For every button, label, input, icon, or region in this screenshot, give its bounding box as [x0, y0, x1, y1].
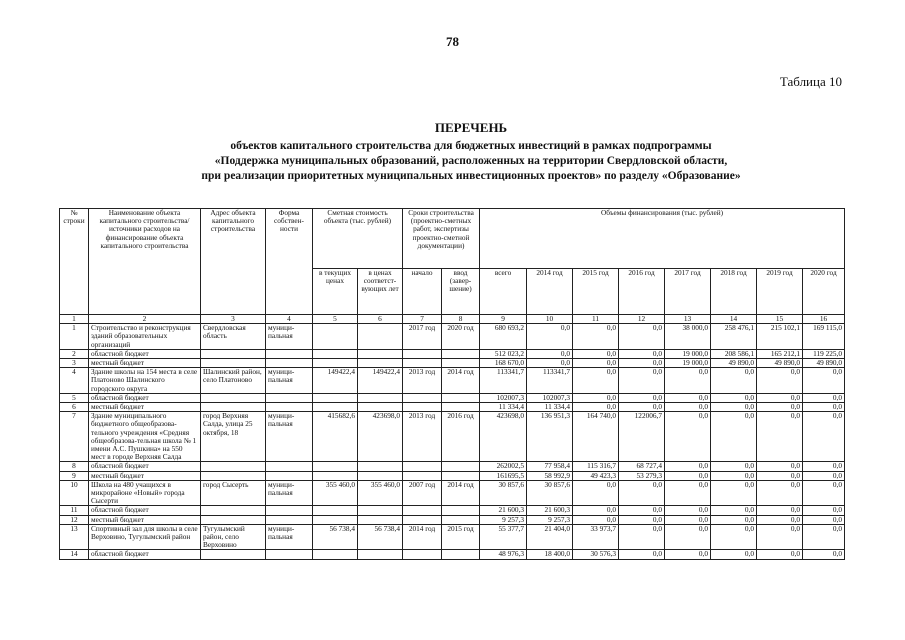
table-cell [358, 349, 403, 358]
table-cell [442, 349, 480, 358]
table-cell [266, 349, 313, 358]
table-row [60, 368, 845, 394]
table-cell: 208 586,1 [711, 349, 757, 358]
table-cell: 19 000,0 [665, 359, 711, 368]
table-row [60, 349, 845, 358]
table-cell: 2020 год [442, 324, 480, 350]
table-cell: 136 951,3 [527, 412, 573, 462]
table-cell: 512 023,2 [480, 349, 527, 358]
header-year: 2018 год [711, 269, 757, 315]
table-cell: 0,0 [803, 524, 845, 550]
table-cell: 0,0 [665, 524, 711, 550]
table-cell: 0,0 [573, 393, 619, 402]
table-cell: 56 738,4 [313, 524, 358, 550]
row-number-cell: 14 [60, 550, 89, 559]
header-year: 2017 год [665, 269, 711, 315]
table-row [60, 359, 845, 368]
header-object-name: Наименование объекта капитального строительства/ источники расходов на финансирование объекта капитального строительства [89, 209, 201, 315]
table-cell: 48 976,3 [480, 550, 527, 559]
table-cell: 30 857,6 [527, 480, 573, 506]
table-cell: 0,0 [665, 515, 711, 524]
table-cell [313, 403, 358, 412]
table-cell [358, 515, 403, 524]
table-cell: муници-пальная [266, 524, 313, 550]
table-cell [403, 515, 442, 524]
row-number-cell: 2 [60, 349, 89, 358]
table-cell: 2014 год [442, 480, 480, 506]
table-cell: 149422,4 [313, 368, 358, 394]
table-row [60, 524, 845, 550]
table-row [60, 324, 845, 350]
table-cell [266, 471, 313, 480]
table-cell [266, 515, 313, 524]
header-financing-volumes: Объемы финансирования (тыс. рублей) [480, 209, 845, 269]
table-cell [313, 506, 358, 515]
table-cell [313, 471, 358, 480]
table-row [60, 515, 845, 524]
row-number-cell: 12 [60, 515, 89, 524]
column-number: 7 [403, 315, 442, 324]
table-cell [313, 550, 358, 559]
table-cell [403, 359, 442, 368]
title-heading: ПЕРЕЧЕНЬ [434, 120, 508, 135]
row-number-cell: 1 [60, 324, 89, 350]
table-cell: 2007 год [403, 480, 442, 506]
column-number: 14 [711, 315, 757, 324]
column-number: 5 [313, 315, 358, 324]
table-cell: 0,0 [711, 515, 757, 524]
table-cell: 2015 год [442, 524, 480, 550]
table-cell: 161695,5 [480, 471, 527, 480]
column-number: 12 [619, 315, 665, 324]
object-name-cell: местный бюджет [89, 471, 201, 480]
table-cell [358, 359, 403, 368]
table-cell: 0,0 [803, 506, 845, 515]
table-cell: 49 423,3 [573, 471, 619, 480]
header-term-start: начало [403, 269, 442, 315]
table-cell: 122006,7 [619, 412, 665, 462]
table-cell: 0,0 [527, 324, 573, 350]
table-cell: Тугулымский район, село Верховино [201, 524, 266, 550]
table-cell: 2014 год [442, 368, 480, 394]
header-cost-matching: в ценах соответст-вующих лет [358, 269, 403, 315]
table-cell: 0,0 [757, 550, 803, 559]
table-cell [201, 393, 266, 402]
table-cell: 0,0 [619, 393, 665, 402]
column-number: 2 [89, 315, 201, 324]
table-cell: муници-пальная [266, 412, 313, 462]
object-name-cell: областной бюджет [89, 349, 201, 358]
table-cell [201, 471, 266, 480]
table-cell: 30 576,3 [573, 550, 619, 559]
table-cell: 58 992,9 [527, 471, 573, 480]
table-cell [313, 515, 358, 524]
table-cell: 19 000,0 [665, 349, 711, 358]
table-cell: 0,0 [665, 412, 711, 462]
table-cell: 0,0 [573, 480, 619, 506]
table-cell: 102007,3 [480, 393, 527, 402]
table-cell: 56 738,4 [358, 524, 403, 550]
table-cell: 11 334,4 [480, 403, 527, 412]
table-cell: 168 670,0 [480, 359, 527, 368]
row-number-cell: 10 [60, 480, 89, 506]
column-number-row [60, 315, 845, 324]
column-number: 15 [757, 315, 803, 324]
table-cell: 49 890,0 [711, 359, 757, 368]
table-cell [313, 393, 358, 402]
column-number: 9 [480, 315, 527, 324]
object-name-cell: местный бюджет [89, 359, 201, 368]
object-name-cell: Спортивный зал для школы в селе Верховино, Тугулымский район [89, 524, 201, 550]
table-row [60, 412, 845, 462]
row-number-cell: 4 [60, 368, 89, 394]
table-cell: 423698,0 [358, 412, 403, 462]
table-cell: 0,0 [757, 515, 803, 524]
table-cell [266, 359, 313, 368]
header-year: 2014 год [527, 269, 573, 315]
table-cell: 0,0 [619, 349, 665, 358]
table-cell: 102007,3 [527, 393, 573, 402]
column-number: 4 [266, 315, 313, 324]
table-cell [201, 462, 266, 471]
table-cell: 119 225,0 [803, 349, 845, 358]
document-title [0, 120, 905, 184]
table-cell [358, 393, 403, 402]
table-cell: 2013 год [403, 412, 442, 462]
column-number: 11 [573, 315, 619, 324]
table-cell [358, 324, 403, 350]
table-cell: 38 000,0 [665, 324, 711, 350]
table-cell: 113341,7 [527, 368, 573, 394]
table-cell: 0,0 [711, 393, 757, 402]
object-name-cell: местный бюджет [89, 515, 201, 524]
header-total: всего [480, 269, 527, 315]
table-cell: 0,0 [619, 324, 665, 350]
table-cell: 0,0 [803, 393, 845, 402]
table-cell: 2014 год [403, 524, 442, 550]
table-cell: 9 257,3 [480, 515, 527, 524]
column-number: 10 [527, 315, 573, 324]
table-cell: 11 334,4 [527, 403, 573, 412]
table-cell [201, 515, 266, 524]
table-cell: 21 404,0 [527, 524, 573, 550]
table-cell: 115 316,7 [573, 462, 619, 471]
header-address: Адрес объекта капитального строительства [201, 209, 266, 315]
column-number: 13 [665, 315, 711, 324]
table-cell: 0,0 [665, 368, 711, 394]
table-cell: 0,0 [619, 403, 665, 412]
table-cell: 0,0 [803, 515, 845, 524]
table-cell: 0,0 [527, 349, 573, 358]
table-cell: 0,0 [711, 412, 757, 462]
table-cell: 0,0 [619, 368, 665, 394]
table-cell [403, 462, 442, 471]
table-cell [358, 506, 403, 515]
table-cell: 0,0 [619, 524, 665, 550]
table-cell: 0,0 [803, 550, 845, 559]
table-cell [442, 550, 480, 559]
table-cell [358, 550, 403, 559]
table-cell [358, 462, 403, 471]
table-cell: 0,0 [711, 471, 757, 480]
row-number-cell: 3 [60, 359, 89, 368]
table-cell [442, 471, 480, 480]
table-cell: 0,0 [619, 359, 665, 368]
header-year: 2016 год [619, 269, 665, 315]
table-cell: 0,0 [573, 324, 619, 350]
table-cell: 169 115,0 [803, 324, 845, 350]
column-number: 6 [358, 315, 403, 324]
table-cell: 680 693,2 [480, 324, 527, 350]
table-cell: 0,0 [573, 349, 619, 358]
object-name-cell: областной бюджет [89, 550, 201, 559]
row-number-cell: 11 [60, 506, 89, 515]
title-line: при реализации приоритетных муниципальных инвестиционных проектов» по разделу «Образование» [201, 170, 741, 182]
table-cell [442, 359, 480, 368]
table-cell: 0,0 [757, 368, 803, 394]
table-cell: 49 890,0 [757, 359, 803, 368]
table-cell: 0,0 [757, 524, 803, 550]
table-cell: город Сысерть [201, 480, 266, 506]
table-label: Таблица 10 [779, 74, 842, 89]
table-cell: 149422,4 [358, 368, 403, 394]
table-cell: 0,0 [573, 506, 619, 515]
header-estimated-cost: Сметная стоимость объекта (тыс. рублей) [313, 209, 403, 269]
table-cell [403, 550, 442, 559]
column-number: 1 [60, 315, 89, 324]
table-cell: 0,0 [711, 368, 757, 394]
table-cell [313, 462, 358, 471]
table-cell: 0,0 [757, 462, 803, 471]
header-row-number: № строки [60, 209, 89, 315]
row-number-cell: 6 [60, 403, 89, 412]
table-cell: 0,0 [665, 393, 711, 402]
table-cell: 0,0 [619, 515, 665, 524]
table-cell [403, 471, 442, 480]
row-number-cell: 8 [60, 462, 89, 471]
table-cell: 0,0 [573, 359, 619, 368]
table-cell: 0,0 [803, 480, 845, 506]
table-cell [442, 515, 480, 524]
table-cell: 0,0 [665, 471, 711, 480]
object-name-cell: Здание школы на 154 места в селе Платоново Шалинского городского округа [89, 368, 201, 394]
header-cost-current: в текущих ценах [313, 269, 358, 315]
table-cell: Шалинский район, село Платоново [201, 368, 266, 394]
table-cell [266, 393, 313, 402]
table-cell [201, 403, 266, 412]
table-cell [358, 471, 403, 480]
table-cell: 0,0 [757, 412, 803, 462]
table-cell: 215 102,1 [757, 324, 803, 350]
table-cell: 0,0 [803, 412, 845, 462]
table-cell: 0,0 [757, 480, 803, 506]
table-cell: 0,0 [711, 550, 757, 559]
table-cell [403, 393, 442, 402]
table-cell: 0,0 [665, 550, 711, 559]
object-name-cell: областной бюджет [89, 462, 201, 471]
table-row [60, 550, 845, 559]
table-cell [313, 349, 358, 358]
table-cell: 0,0 [665, 506, 711, 515]
investment-table [59, 208, 845, 560]
table-cell: 0,0 [757, 506, 803, 515]
table-cell: 0,0 [711, 506, 757, 515]
title-line: «Поддержка муниципальных образований, расположенных на территории Свердловской области, [214, 155, 728, 167]
table-cell: 355 460,0 [313, 480, 358, 506]
table-cell: город Верхняя Салда, улица 25 октября, 18 [201, 412, 266, 462]
table-cell: муници-пальная [266, 480, 313, 506]
table-cell: 77 958,4 [527, 462, 573, 471]
table-cell: 164 740,0 [573, 412, 619, 462]
table-cell: 0,0 [527, 359, 573, 368]
row-number-cell: 13 [60, 524, 89, 550]
table-cell [313, 359, 358, 368]
object-name-cell: областной бюджет [89, 393, 201, 402]
table-cell [201, 506, 266, 515]
table-cell: 53 279,3 [619, 471, 665, 480]
table-cell: 113341,7 [480, 368, 527, 394]
table-body [60, 315, 845, 560]
table-cell: 55 377,7 [480, 524, 527, 550]
table-cell [201, 359, 266, 368]
table-cell: 0,0 [711, 480, 757, 506]
table-row [60, 393, 845, 402]
table-cell [442, 506, 480, 515]
table-cell [313, 324, 358, 350]
table-row [60, 506, 845, 515]
object-name-cell: областной бюджет [89, 506, 201, 515]
table-cell: 0,0 [619, 480, 665, 506]
table-cell [266, 550, 313, 559]
table-cell [403, 506, 442, 515]
object-name-cell: Здание муниципального бюджетного общеобразова-тельного учреждения «Средняя общеобразова-тельная школа № 1 имени А.С. Пушкина» на 550 мест в городе Верхняя Салда [89, 412, 201, 462]
table-cell: 0,0 [711, 403, 757, 412]
table-cell: 0,0 [619, 550, 665, 559]
column-number: 3 [201, 315, 266, 324]
table-cell: 0,0 [665, 403, 711, 412]
table-cell: 0,0 [573, 515, 619, 524]
table-cell: муници-пальная [266, 368, 313, 394]
table-cell [266, 462, 313, 471]
table-cell: 415682,6 [313, 412, 358, 462]
row-number-cell: 9 [60, 471, 89, 480]
header-ownership: Форма собствен-ности [266, 209, 313, 315]
table-cell: 0,0 [803, 462, 845, 471]
table-cell: 0,0 [711, 462, 757, 471]
table-cell [266, 403, 313, 412]
table-cell [201, 349, 266, 358]
table-cell: 0,0 [619, 506, 665, 515]
table-cell: 9 257,3 [527, 515, 573, 524]
table-cell: 49 890,0 [803, 359, 845, 368]
column-number: 8 [442, 315, 480, 324]
table-cell: 21 600,3 [480, 506, 527, 515]
title-line: объектов капитального строительства для бюджетных инвестиций в рамках подпрограммы [230, 140, 712, 152]
table-cell [358, 403, 403, 412]
table-cell: 2016 год [442, 412, 480, 462]
table-row [60, 471, 845, 480]
table-cell [403, 403, 442, 412]
table-row [60, 403, 845, 412]
table-cell: 0,0 [757, 393, 803, 402]
table-cell: 258 476,1 [711, 324, 757, 350]
row-number-cell: 5 [60, 393, 89, 402]
column-number: 16 [803, 315, 845, 324]
header-year: 2019 год [757, 269, 803, 315]
table-cell: 423698,0 [480, 412, 527, 462]
table-cell: 2013 год [403, 368, 442, 394]
table-cell: 0,0 [711, 524, 757, 550]
page-number: 78 [446, 34, 459, 49]
table-cell: муници-пальная [266, 324, 313, 350]
table-cell: 0,0 [573, 403, 619, 412]
table-cell: 0,0 [573, 368, 619, 394]
table-row [60, 462, 845, 471]
table-cell [442, 393, 480, 402]
table-cell: 0,0 [665, 480, 711, 506]
table-cell [201, 550, 266, 559]
table-cell: 21 600,3 [527, 506, 573, 515]
table-cell: Свердловская область [201, 324, 266, 350]
table-cell: 18 400,0 [527, 550, 573, 559]
table-cell [266, 506, 313, 515]
table-row [60, 480, 845, 506]
table-cell: 0,0 [803, 368, 845, 394]
object-name-cell: местный бюджет [89, 403, 201, 412]
table-cell: 262002,5 [480, 462, 527, 471]
object-name-cell: Строительство и реконструкция зданий образовательных организаций [89, 324, 201, 350]
table-cell: 0,0 [803, 471, 845, 480]
table-cell: 33 973,7 [573, 524, 619, 550]
table-cell: 30 857,6 [480, 480, 527, 506]
table-cell [442, 403, 480, 412]
header-year: 2020 год [803, 269, 845, 315]
table-cell: 2017 год [403, 324, 442, 350]
table-cell: 68 727,4 [619, 462, 665, 471]
table-cell: 0,0 [665, 462, 711, 471]
table-cell: 0,0 [803, 403, 845, 412]
table-cell: 0,0 [757, 471, 803, 480]
table-cell [403, 349, 442, 358]
header-year: 2015 год [573, 269, 619, 315]
row-number-cell: 7 [60, 412, 89, 462]
header-term-end: ввод (завер-шение) [442, 269, 480, 315]
table-cell: 0,0 [757, 403, 803, 412]
table-cell: 165 212,1 [757, 349, 803, 358]
table-cell [442, 462, 480, 471]
header-construction-terms: Сроки строительства (проектно-сметных работ, экспертизы проектно-сметной документации) [403, 209, 480, 269]
table-cell: 355 460,0 [358, 480, 403, 506]
object-name-cell: Школа на 480 учащихся в микрорайоне «Новый» города Сысерти [89, 480, 201, 506]
